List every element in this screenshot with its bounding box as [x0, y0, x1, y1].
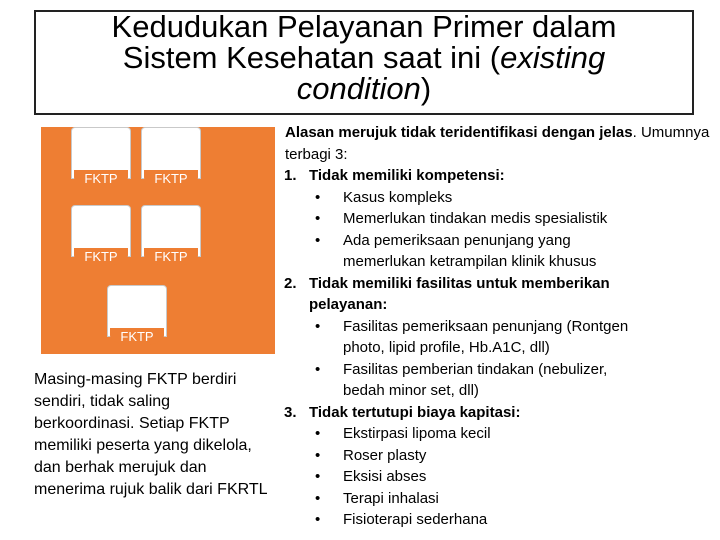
list-item-continuation: photo, lipid profile, Hb.A1C, dll)	[343, 339, 550, 356]
reason-item: 2. Tidak memiliki fasilitas untuk memberikan	[284, 274, 610, 292]
fktp-card: FKTP	[71, 127, 131, 179]
slide-title	[34, 10, 694, 115]
referral-reasons	[285, 122, 710, 531]
list-item: • Ada pemeriksaan penunjang yang	[315, 231, 571, 249]
list-item: • Ekstirpasi lipoma kecil	[315, 425, 491, 442]
list-item: • Fisioterapi sederhana	[315, 511, 488, 528]
fktp-card: FKTP	[107, 285, 167, 337]
reason-item: 3. Tidak tertutupi biaya kapitasi:	[284, 403, 521, 421]
reason-item: 1. Tidak memiliki kompetensi:	[284, 167, 505, 184]
list-item: • Fasilitas pemeriksaan penunjang (Rontgen	[315, 317, 629, 335]
title-line-2: Sistem Kesehatan saat ini (existing	[122, 40, 606, 75]
list-item: • Roser plasty	[315, 446, 427, 464]
list-item-continuation: bedah minor set, dll)	[343, 382, 479, 399]
list-item: • Memerlukan tindakan medis spesialistik	[315, 210, 608, 227]
title-line-3: condition)	[296, 71, 432, 106]
fktp-diagram-panel	[41, 127, 275, 354]
fktp-description: Masing-masing FKTP berdiri sendiri, tidak saling berkoordinasi. Setiap FKTP memiliki peserta yang dikelola, dan berhak merujuk dan menerima rujuk balik dari FKRTL	[34, 371, 268, 498]
list-item: • Fasilitas pemberian tindakan (nebulizer,	[315, 360, 608, 378]
fktp-card: FKTP	[71, 205, 131, 257]
fktp-card: FKTP	[141, 127, 201, 179]
list-item: • Kasus kompleks	[315, 188, 453, 206]
fktp-card: FKTP	[141, 205, 201, 257]
reason-item-continuation: pelayanan:	[309, 296, 388, 313]
list-item: • Eksisi abses	[315, 468, 427, 485]
list-item: • Terapi inhalasi	[315, 489, 439, 507]
title-line-1: Kedudukan Pelayanan Primer dalam	[111, 9, 617, 44]
intro-text: Alasan merujuk tidak teridentifikasi dengan jelas. Umumnya terbagi 3:	[285, 124, 710, 163]
list-item-continuation: memerlukan ketrampilan klinik khusus	[343, 253, 597, 270]
